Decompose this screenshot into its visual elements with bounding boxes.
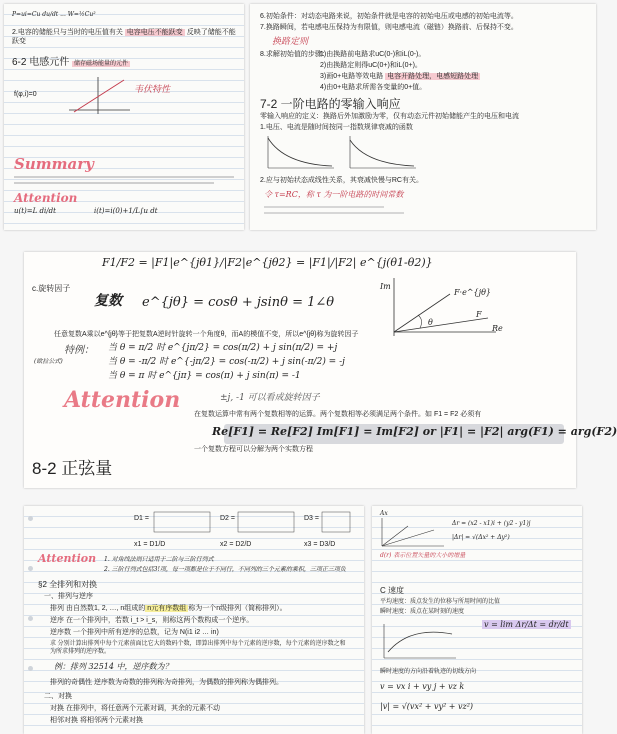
time-constant: 令 τ=RC，称 τ 为一阶电路的时间常数 [264, 190, 404, 199]
inversion-def: 逆序 在一个排列中，若数 i_t > i_s，则称这两个数构成一个逆序。 [50, 617, 254, 624]
rotation-factor-heading: c.旋转因子 [32, 284, 71, 293]
velocity-formula: v = lim Δr/Δt = dr/dt [484, 620, 569, 629]
avg-velocity: 平均速度：质点发生的位移与所用时间的比值 [380, 599, 501, 605]
division-equation: F1/F2 = |F1|e^{jθ1}/|F2|e^{jθ2} = |F1|/|F2| e^{j(θ1-θ2)} [102, 256, 433, 269]
decay-curves [264, 134, 424, 172]
displacement-sketch [378, 516, 448, 550]
vector-f-label: F [476, 310, 482, 319]
summary-heading: Summary [14, 155, 94, 173]
rotation-diagram [380, 274, 500, 340]
case-2: 当 θ = -π/2 时 e^{-jπ/2} = cos(-π/2) + j sin(-π/2) = -j [108, 357, 345, 367]
angle-label: θ [428, 318, 433, 327]
step-4: 4)由0+电路求所需各变量的0+值。 [320, 84, 427, 91]
trajectory-sketch [380, 622, 460, 662]
dr-formula: Δr = (x2 - x1)i + (y2 - y1)j [452, 520, 531, 527]
faint-lines [264, 204, 404, 218]
handwritten-rule: 换路定则 [272, 37, 309, 47]
x3-formula: x3 = D3/D [304, 541, 336, 548]
equality-conditions: Re[F1] = Re[F2] Im[F1] = Im[F2] or |F1| = |F2| arg(F1) = arg(F2) [212, 425, 617, 438]
x1-formula: x1 = D1/D [134, 541, 166, 548]
point-1: 1.电压、电流是随时间按同一指数规律衰减的函数 [260, 124, 413, 131]
handwritten-note: 韦伏特性 [134, 85, 171, 95]
rotation-description: 任意复数A乘以e^{jθ}等于把复数A逆时针旋转一个角度θ，而A的模值不变，所以e^{jθ}称为旋转因子 [54, 331, 359, 338]
notes-panel-middle [24, 252, 617, 488]
method: 求 分别计算出排列中每个元素前面比它大的数码个数，即算出排列中每个元素的逆序数，每个元素的逆序数之和为所求排列的逆序数。 [50, 641, 346, 656]
case-3: 当 θ = π 时 e^{jπ} = cos(π) + j sin(π) = -1 [108, 371, 301, 381]
step-2: 2)由换路定则得uC(0+)和iL(0+)。 [320, 62, 422, 69]
formula-i: i(t)=i(0)+1/L∫u dt [94, 207, 158, 215]
example: 例：排列 32514 中，逆序数为？ [54, 662, 173, 671]
wb-characteristic-graph [64, 74, 134, 116]
inst-velocity: 瞬时速度：质点在某时刻的速度 [380, 609, 465, 615]
axis-re-label: Re [492, 324, 503, 333]
step-1: 1)由换路前电路求uC(0-)和iL(0-)。 [320, 51, 426, 58]
summary-lines [14, 174, 234, 188]
ax-label: Ax [380, 510, 388, 517]
handwritten-position: d(r) 表示位置矢量的大小的增量 [380, 552, 466, 559]
note-formula: P=ui=Cu du/dt ... W=½Cu² [12, 11, 96, 18]
section-2: §2 全排列和对换 [38, 580, 98, 589]
euler-identity: e^{jθ} = cosθ + jsinθ = 1∠θ [142, 295, 335, 310]
item-8: 8.求解初始值的步骤： [260, 51, 329, 58]
inversion-count: 逆序数 一个排列中所有逆序的总数，记为 N(i1 i2 … in) [50, 629, 219, 636]
graph-formula: f(φ,i)=0 [14, 91, 37, 98]
item-6: 6.初始条件：对动态电路来说，初始条件就是电容的初始电压或电感的初始电流等。 [260, 13, 518, 20]
velocity-title: C 速度 [380, 586, 404, 595]
zero-input-definition: 零输入响应的定义：换路后外加激励为零，仅有动态元件初始储能产生的电压和电流 [260, 113, 519, 120]
formula-u: u(t)=L di/dt [14, 207, 56, 215]
vector-label: F·e^{jθ} [454, 288, 492, 297]
pen-note: ±j, -1 可以看成旋转因子 [220, 393, 320, 403]
conclusion: 一个复数方程可以分解为两个实数方程 [194, 446, 313, 453]
abs-dr: |Δr| = √(Δx² + Δy²) [452, 534, 510, 541]
point-2: 2.应与初始状态成线性关系，其衰减快慢与RC有关。 [260, 177, 423, 184]
note-highlight: 电容电压不能跃变 [126, 29, 183, 36]
case-1: 当 θ = π/2 时 e^{jπ/2} = cos(π/2) + j sin(π/2) = +j [108, 343, 338, 353]
euler-formula-note: (欧拉公式) [34, 358, 63, 365]
step-3: 3)画0+电路等效电路 电容开路处理，电感短路处理 [320, 73, 479, 80]
section-8-2: 8-2 正弦量 [32, 459, 113, 478]
note-capacitor: 2.电容的储能只与当时的电压值有关 电容电压不能跃变 反映了储能不能跃变 [12, 29, 236, 46]
x2-formula: x2 = D2/D [220, 541, 252, 548]
item-7: 7.换路瞬间，若电感电压保持为有限值，则电感电流（磁链）换路前、后保持不变。 [260, 24, 518, 31]
swap-def: 对换 在排列中，将任意两个元素对调，其余的元素不动 [50, 705, 220, 712]
parity: 排列的奇偶性 逆序数为奇数的排列称为奇排列，为偶数的排列称为偶排列。 [50, 679, 283, 686]
sub-1: 一、排列与逆序 [44, 593, 93, 600]
heading-6-2: 6-2 电感元件 储存磁场能量的元件 [12, 57, 129, 68]
determinant-matrices [152, 510, 352, 536]
special-cases-label: 特例： [64, 345, 94, 356]
equality-condition: 在复数运算中常有两个复数相等的运算。两个复数相等必须满足两个条件。如 F1 = F2 必须有 [194, 411, 482, 418]
attention-heading-2: Attention [38, 552, 97, 565]
notes-panel-top-right [250, 4, 596, 230]
permutation-def: 排列 由自然数1, 2, …, n组成的 n元有序数组 称为一个n级排列（简称排列）。 [50, 605, 287, 612]
speed-magnitude: |v| = √(vx² + vy² + vz²) [380, 702, 474, 711]
section-7-2: 7-2 一阶电路的零输入响应 [260, 97, 401, 111]
det-d1: D1 = [134, 515, 149, 522]
attention-big: Attention [64, 387, 181, 413]
attention-heading: Attention [14, 191, 78, 205]
attention-note-1: 1. 对角线法则只适用于二阶与三阶行列式 [104, 556, 214, 563]
tangent-note: 瞬时速度的方向沿着轨迹的切线方向 [380, 669, 477, 675]
sub-2: 二、对换 [44, 693, 72, 700]
notes-panel-top-left [4, 4, 244, 230]
velocity-components: v = vx i + vy j + vz k [380, 682, 465, 691]
adjacent-swap: 相邻对换 将相邻两个元素对换 [50, 717, 143, 724]
complex-label: 复数 [94, 293, 122, 309]
det-d3: D3 = [304, 515, 319, 522]
axis-im-label: Im [380, 282, 391, 291]
notes-panel-bottom-left [24, 506, 364, 734]
det-d2: D2 = [220, 515, 235, 522]
notes-panel-bottom-right [372, 506, 582, 734]
attention-note-2: 2. 三阶行列式包括3!项，每一项都是位于不同行，不同列的三个元素的乘积，三项正三项负 [104, 566, 346, 573]
